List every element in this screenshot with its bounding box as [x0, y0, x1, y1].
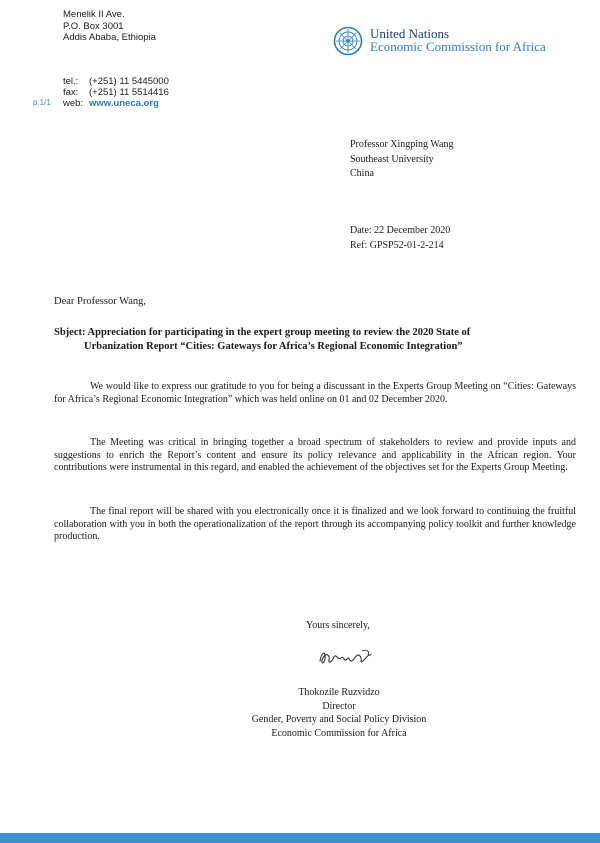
contact-label: web: [63, 98, 84, 109]
contact-block [63, 76, 169, 109]
page-marker: p.1/1 [33, 98, 51, 107]
salutation: Dear Professor Wang, [54, 296, 146, 307]
footer-bar [0, 833, 600, 843]
address-line: Addis Ababa, Ethiopia [63, 32, 156, 43]
recipient-block [350, 138, 453, 182]
subject-line-1: Sbject: Appreciation for participating in the expert group meeting to review the 2020 State of [54, 327, 471, 338]
contact-value: (+251) 11 5445000 [89, 76, 169, 87]
signatory-organization: Economic Commission for Africa [271, 727, 407, 739]
address-line: Menelik II Ave. [63, 9, 125, 20]
signature-image [316, 645, 376, 669]
subject-line [54, 326, 574, 354]
org-subname: Economic Commission for Africa [370, 39, 546, 54]
contact-label: fax: [63, 87, 79, 98]
contact-fax [63, 87, 169, 98]
org-name: United Nations [370, 26, 450, 41]
body-paragraph: We would like to express our gratitude to you for being a discussant in the Experts Group Meeting on “Cities: Gateways for Africa’s Regional Economic Integration” which was held online on 01 and 02 December 2020. [54, 381, 576, 405]
web-link[interactable]: www.uneca.org [89, 98, 159, 109]
letter-ref: Ref: GPSP52-01-2-214 [350, 240, 444, 251]
signatory-title: Director [322, 700, 356, 712]
address-block [63, 9, 156, 44]
subject-line-2: Urbanization Report “Cities: Gateways for Africa’s Regional Economic Integration” [84, 341, 463, 352]
letter-date: Date: 22 December 2020 [350, 225, 451, 236]
contact-tel [63, 76, 169, 87]
body-paragraph: The final report will be shared with you electronically once it is finalized and we look forward to continuing the fruitful collaboration with you in both the operationalization of the report through its accompanying policy toolkit and further knowledge production. [54, 506, 576, 542]
contact-web [63, 98, 169, 109]
contact-value: (+251) 11 5514416 [89, 87, 169, 98]
contact-label: tel.: [63, 76, 79, 87]
address-line: P.O. Box 3001 [63, 20, 124, 32]
recipient-name: Professor Xingping Wang [350, 139, 454, 150]
un-emblem-icon [333, 26, 363, 56]
date-ref-block [350, 223, 450, 253]
signatory-division: Gender, Poverty and Social Policy Division [251, 714, 427, 725]
closing: Yours sincerely, [306, 620, 370, 631]
recipient-country: China [350, 168, 374, 179]
recipient-institution: Southeast University [350, 153, 434, 165]
signatory-block [230, 686, 448, 740]
body-paragraph: The Meeting was critical in bringing together a broad spectrum of stakeholders to review and provide inputs and suggestions to enrich the Report’s content and ensure its policy relevance and applicability in the African region. Your contributions were instrumental in this regard, and enabled the achievement of the objectives set for the Experts Group Meeting. [54, 437, 576, 473]
signatory-name: Thokozile Ruzvidzo [298, 687, 380, 698]
